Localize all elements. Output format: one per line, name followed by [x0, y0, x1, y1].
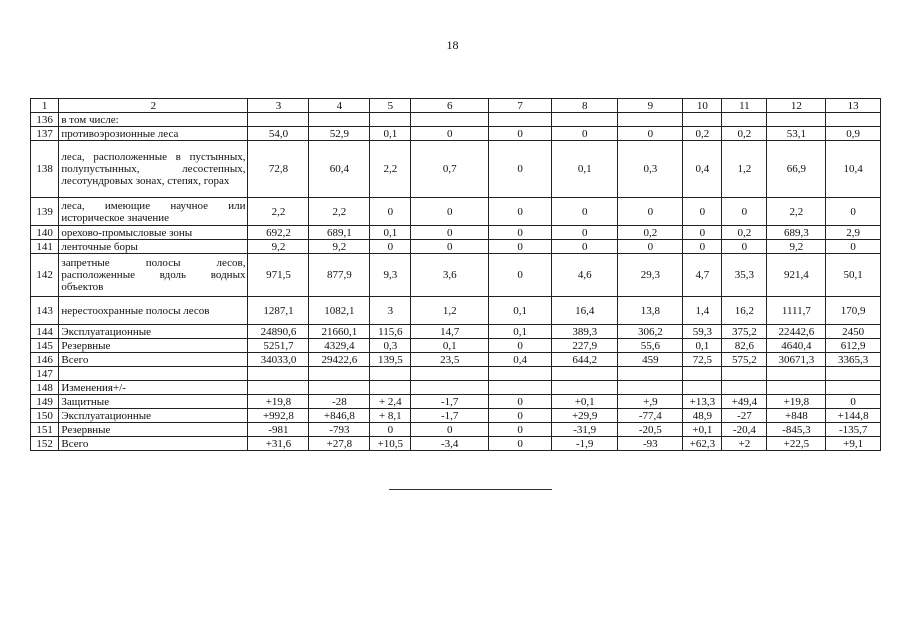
value-cell-col-11: +49,4 [722, 395, 767, 409]
value-cell-col-4: +846,8 [309, 409, 370, 423]
value-cell-col-3: 2,2 [248, 198, 309, 226]
value-cell-col-12: -845,3 [767, 423, 826, 437]
value-cell-col-6: 0,1 [411, 339, 489, 353]
row-number-cell: 149 [31, 395, 59, 409]
value-cell-col-10 [683, 381, 722, 395]
value-cell-col-11: 0,2 [722, 226, 767, 240]
row-name-cell: Резервные [59, 423, 248, 437]
value-cell-col-10: 0 [683, 226, 722, 240]
value-cell-col-4: +27,8 [309, 437, 370, 451]
value-cell-col-10: 72,5 [683, 353, 722, 367]
row-name-cell: Всего [59, 353, 248, 367]
value-cell-col-10: +13,3 [683, 395, 722, 409]
value-cell-col-4: 29422,6 [309, 353, 370, 367]
value-cell-col-10: +62,3 [683, 437, 722, 451]
value-cell-col-9: 0 [618, 240, 683, 254]
header-cell-13: 13 [826, 99, 881, 113]
value-cell-col-4: -28 [309, 395, 370, 409]
value-cell-col-9 [618, 113, 683, 127]
page-number: 18 [446, 38, 459, 52]
value-cell-col-9: 13,8 [618, 297, 683, 325]
value-cell-col-10 [683, 113, 722, 127]
value-cell-col-10: 0,1 [683, 339, 722, 353]
value-cell-col-9: +,9 [618, 395, 683, 409]
value-cell-col-6: 0 [411, 226, 489, 240]
header-cell-7: 7 [489, 99, 552, 113]
value-cell-col-3: 1287,1 [248, 297, 309, 325]
value-cell-col-8: 644,2 [552, 353, 618, 367]
value-cell-col-8: +29,9 [552, 409, 618, 423]
value-cell-col-7: 0 [489, 339, 552, 353]
value-cell-col-13: 0,9 [826, 127, 881, 141]
value-cell-col-13 [826, 381, 881, 395]
value-cell-col-7: 0,1 [489, 297, 552, 325]
value-cell-col-7 [489, 113, 552, 127]
value-cell-col-3: 5251,7 [248, 339, 309, 353]
value-cell-col-4 [309, 381, 370, 395]
row-name-cell: Защитные [59, 395, 248, 409]
value-cell-col-5 [370, 367, 411, 381]
value-cell-col-6: 0 [411, 240, 489, 254]
value-cell-col-11 [722, 113, 767, 127]
value-cell-col-6: 14,7 [411, 325, 489, 339]
value-cell-col-12 [767, 367, 826, 381]
value-cell-col-3 [248, 367, 309, 381]
row-name-cell: противоэрозионные леса [59, 127, 248, 141]
value-cell-col-8: 4,6 [552, 254, 618, 297]
value-cell-col-13: 50,1 [826, 254, 881, 297]
value-cell-col-12: 2,2 [767, 198, 826, 226]
value-cell-col-7: 0 [489, 409, 552, 423]
value-cell-col-5: +10,5 [370, 437, 411, 451]
table-row [31, 325, 881, 339]
value-cell-col-6: 3,6 [411, 254, 489, 297]
value-cell-col-13: 0 [826, 240, 881, 254]
value-cell-col-3: 971,5 [248, 254, 309, 297]
value-cell-col-9: -77,4 [618, 409, 683, 423]
row-number-cell: 139 [31, 198, 59, 226]
value-cell-col-3: 34033,0 [248, 353, 309, 367]
value-cell-col-13: 3365,3 [826, 353, 881, 367]
value-cell-col-3: -981 [248, 423, 309, 437]
value-cell-col-11: 82,6 [722, 339, 767, 353]
row-number-cell: 150 [31, 409, 59, 423]
row-name-cell: Резервные [59, 339, 248, 353]
table-row [31, 409, 881, 423]
value-cell-col-6: -1,7 [411, 409, 489, 423]
value-cell-col-7 [489, 381, 552, 395]
header-cell-5: 5 [370, 99, 411, 113]
value-cell-col-8 [552, 113, 618, 127]
header-cell-10: 10 [683, 99, 722, 113]
value-cell-col-12: +848 [767, 409, 826, 423]
value-cell-col-9: 0,2 [618, 226, 683, 240]
value-cell-col-4: 52,9 [309, 127, 370, 141]
value-cell-col-5 [370, 113, 411, 127]
value-cell-col-12: 921,4 [767, 254, 826, 297]
footer-rule [389, 489, 552, 490]
value-cell-col-10: 4,7 [683, 254, 722, 297]
value-cell-col-8: -31,9 [552, 423, 618, 437]
value-cell-col-5: 0,3 [370, 339, 411, 353]
row-name-cell: ленточные боры [59, 240, 248, 254]
row-number-cell: 148 [31, 381, 59, 395]
value-cell-col-5: 115,6 [370, 325, 411, 339]
value-cell-col-5: 0,1 [370, 127, 411, 141]
value-cell-col-11 [722, 381, 767, 395]
value-cell-col-9 [618, 367, 683, 381]
value-cell-col-5: 0 [370, 423, 411, 437]
value-cell-col-7: 0 [489, 127, 552, 141]
row-name-cell: в том числе: [59, 113, 248, 127]
value-cell-col-8: -1,9 [552, 437, 618, 451]
value-cell-col-4: 877,9 [309, 254, 370, 297]
value-cell-col-8: 227,9 [552, 339, 618, 353]
value-cell-col-7: 0 [489, 198, 552, 226]
value-cell-col-3: 24890,6 [248, 325, 309, 339]
value-cell-col-9: 0 [618, 198, 683, 226]
value-cell-col-13: 2,9 [826, 226, 881, 240]
value-cell-col-10: 0 [683, 198, 722, 226]
header-cell-6: 6 [411, 99, 489, 113]
value-cell-col-8: 16,4 [552, 297, 618, 325]
value-cell-col-4: 689,1 [309, 226, 370, 240]
value-cell-col-6: 0,7 [411, 141, 489, 198]
row-name-cell: Всего [59, 437, 248, 451]
value-cell-col-12: 1111,7 [767, 297, 826, 325]
row-name-cell: Изменения+/- [59, 381, 248, 395]
value-cell-col-7: 0 [489, 423, 552, 437]
value-cell-col-12: 689,3 [767, 226, 826, 240]
value-cell-col-11: 575,2 [722, 353, 767, 367]
value-cell-col-11: 0,2 [722, 127, 767, 141]
value-cell-col-7: 0,4 [489, 353, 552, 367]
value-cell-col-9: -93 [618, 437, 683, 451]
value-cell-col-11: 0 [722, 240, 767, 254]
table-row [31, 127, 881, 141]
header-cell-9: 9 [618, 99, 683, 113]
value-cell-col-7: 0 [489, 254, 552, 297]
value-cell-col-4: 9,2 [309, 240, 370, 254]
value-cell-col-8: 0 [552, 240, 618, 254]
value-cell-col-11: 375,2 [722, 325, 767, 339]
value-cell-col-4 [309, 113, 370, 127]
row-number-cell: 142 [31, 254, 59, 297]
value-cell-col-4: -793 [309, 423, 370, 437]
value-cell-col-11: -20,4 [722, 423, 767, 437]
value-cell-col-12: +22,5 [767, 437, 826, 451]
value-cell-col-3: 692,2 [248, 226, 309, 240]
value-cell-col-9: 0,3 [618, 141, 683, 198]
table-row [31, 437, 881, 451]
value-cell-col-12: 9,2 [767, 240, 826, 254]
row-number-cell: 146 [31, 353, 59, 367]
value-cell-col-10: 0,2 [683, 127, 722, 141]
value-cell-col-12: 30671,3 [767, 353, 826, 367]
value-cell-col-6: 1,2 [411, 297, 489, 325]
value-cell-col-3 [248, 381, 309, 395]
value-cell-col-7 [489, 367, 552, 381]
value-cell-col-6 [411, 381, 489, 395]
table-row [31, 141, 881, 198]
value-cell-col-11: 35,3 [722, 254, 767, 297]
value-cell-col-9: -20,5 [618, 423, 683, 437]
value-cell-col-6: -3,4 [411, 437, 489, 451]
table-row [31, 254, 881, 297]
value-cell-col-5 [370, 381, 411, 395]
value-cell-col-13 [826, 367, 881, 381]
value-cell-col-12: 22442,6 [767, 325, 826, 339]
value-cell-col-12: 66,9 [767, 141, 826, 198]
data-table [30, 98, 881, 451]
value-cell-col-6 [411, 367, 489, 381]
value-cell-col-7: 0 [489, 141, 552, 198]
value-cell-col-9: 55,6 [618, 339, 683, 353]
value-cell-col-13 [826, 113, 881, 127]
value-cell-col-5: 0 [370, 240, 411, 254]
value-cell-col-10: 1,4 [683, 297, 722, 325]
value-cell-col-7: 0,1 [489, 325, 552, 339]
table-row [31, 113, 881, 127]
value-cell-col-7: 0 [489, 395, 552, 409]
value-cell-col-11 [722, 367, 767, 381]
row-name-cell: Эксплуатационные [59, 409, 248, 423]
row-name-cell: леса, расположенные в пустынных, полупустынных, лесостепных, лесотундровых зонах, степях, горах [59, 141, 248, 198]
table-row [31, 240, 881, 254]
value-cell-col-9 [618, 381, 683, 395]
table-row [31, 395, 881, 409]
header-cell-12: 12 [767, 99, 826, 113]
value-cell-col-8: 0,1 [552, 141, 618, 198]
value-cell-col-13: 0 [826, 395, 881, 409]
row-name-cell: Эксплуатационные [59, 325, 248, 339]
row-name-cell: запретные полосы лесов, расположенные вдоль водных объектов [59, 254, 248, 297]
value-cell-col-10: 48,9 [683, 409, 722, 423]
table-row [31, 367, 881, 381]
value-cell-col-10: 0,4 [683, 141, 722, 198]
value-cell-col-12: +19,8 [767, 395, 826, 409]
value-cell-col-7: 0 [489, 226, 552, 240]
value-cell-col-12: 4640,4 [767, 339, 826, 353]
value-cell-col-10 [683, 367, 722, 381]
value-cell-col-6: 0 [411, 423, 489, 437]
value-cell-col-8: 0 [552, 198, 618, 226]
value-cell-col-5: + 2,4 [370, 395, 411, 409]
value-cell-col-13: 170,9 [826, 297, 881, 325]
value-cell-col-6: 23,5 [411, 353, 489, 367]
row-number-cell: 152 [31, 437, 59, 451]
table-row [31, 353, 881, 367]
row-number-cell: 151 [31, 423, 59, 437]
row-number-cell: 141 [31, 240, 59, 254]
value-cell-col-4: 2,2 [309, 198, 370, 226]
value-cell-col-3 [248, 113, 309, 127]
value-cell-col-8: 389,3 [552, 325, 618, 339]
value-cell-col-8: +0,1 [552, 395, 618, 409]
header-cell-1: 1 [31, 99, 59, 113]
value-cell-col-3: 72,8 [248, 141, 309, 198]
value-cell-col-4: 21660,1 [309, 325, 370, 339]
table-row [31, 423, 881, 437]
value-cell-col-13: -135,7 [826, 423, 881, 437]
row-number-cell: 138 [31, 141, 59, 198]
value-cell-col-6 [411, 113, 489, 127]
value-cell-col-5: + 8,1 [370, 409, 411, 423]
value-cell-col-3: 54,0 [248, 127, 309, 141]
value-cell-col-6: 0 [411, 198, 489, 226]
table-row [31, 198, 881, 226]
value-cell-col-5: 3 [370, 297, 411, 325]
row-number-cell: 136 [31, 113, 59, 127]
header-cell-4: 4 [309, 99, 370, 113]
value-cell-col-13: 0 [826, 198, 881, 226]
row-number-cell: 140 [31, 226, 59, 240]
value-cell-col-5: 2,2 [370, 141, 411, 198]
value-cell-col-12 [767, 381, 826, 395]
value-cell-col-9: 29,3 [618, 254, 683, 297]
value-cell-col-5: 0 [370, 198, 411, 226]
value-cell-col-10: 0 [683, 240, 722, 254]
value-cell-col-13: 612,9 [826, 339, 881, 353]
table-row [31, 339, 881, 353]
value-cell-col-11: 1,2 [722, 141, 767, 198]
value-cell-col-11: 0 [722, 198, 767, 226]
row-number-cell: 144 [31, 325, 59, 339]
value-cell-col-6: 0 [411, 127, 489, 141]
value-cell-col-12: 53,1 [767, 127, 826, 141]
row-number-cell: 143 [31, 297, 59, 325]
value-cell-col-4 [309, 367, 370, 381]
row-number-cell: 147 [31, 367, 59, 381]
row-number-cell: 137 [31, 127, 59, 141]
table-header-row [31, 99, 881, 113]
table-row [31, 226, 881, 240]
value-cell-col-5: 0,1 [370, 226, 411, 240]
value-cell-col-7: 0 [489, 437, 552, 451]
value-cell-col-3: +19,8 [248, 395, 309, 409]
value-cell-col-11: 16,2 [722, 297, 767, 325]
value-cell-col-7: 0 [489, 240, 552, 254]
value-cell-col-10: +0,1 [683, 423, 722, 437]
row-name-cell: орехово-промысловые зоны [59, 226, 248, 240]
value-cell-col-11: -27 [722, 409, 767, 423]
value-cell-col-9: 306,2 [618, 325, 683, 339]
value-cell-col-6: -1,7 [411, 395, 489, 409]
header-cell-2: 2 [59, 99, 248, 113]
value-cell-col-10: 59,3 [683, 325, 722, 339]
header-cell-8: 8 [552, 99, 618, 113]
value-cell-col-3: 9,2 [248, 240, 309, 254]
value-cell-col-4: 1082,1 [309, 297, 370, 325]
value-cell-col-3: +31,6 [248, 437, 309, 451]
row-name-cell: леса, имеющие научное или историческое значение [59, 198, 248, 226]
header-cell-11: 11 [722, 99, 767, 113]
row-name-cell [59, 367, 248, 381]
value-cell-col-8 [552, 367, 618, 381]
value-cell-col-5: 9,3 [370, 254, 411, 297]
row-name-cell: нерестоохранные полосы лесов [59, 297, 248, 325]
value-cell-col-5: 139,5 [370, 353, 411, 367]
value-cell-col-13: +9,1 [826, 437, 881, 451]
value-cell-col-8 [552, 381, 618, 395]
table-row [31, 381, 881, 395]
value-cell-col-13: 10,4 [826, 141, 881, 198]
value-cell-col-13: +144,8 [826, 409, 881, 423]
table-row [31, 297, 881, 325]
value-cell-col-9: 459 [618, 353, 683, 367]
value-cell-col-11: +2 [722, 437, 767, 451]
header-cell-3: 3 [248, 99, 309, 113]
value-cell-col-12 [767, 113, 826, 127]
value-cell-col-13: 2450 [826, 325, 881, 339]
row-number-cell: 145 [31, 339, 59, 353]
value-cell-col-4: 60,4 [309, 141, 370, 198]
value-cell-col-8: 0 [552, 127, 618, 141]
value-cell-col-8: 0 [552, 226, 618, 240]
value-cell-col-3: +992,8 [248, 409, 309, 423]
value-cell-col-9: 0 [618, 127, 683, 141]
value-cell-col-4: 4329,4 [309, 339, 370, 353]
